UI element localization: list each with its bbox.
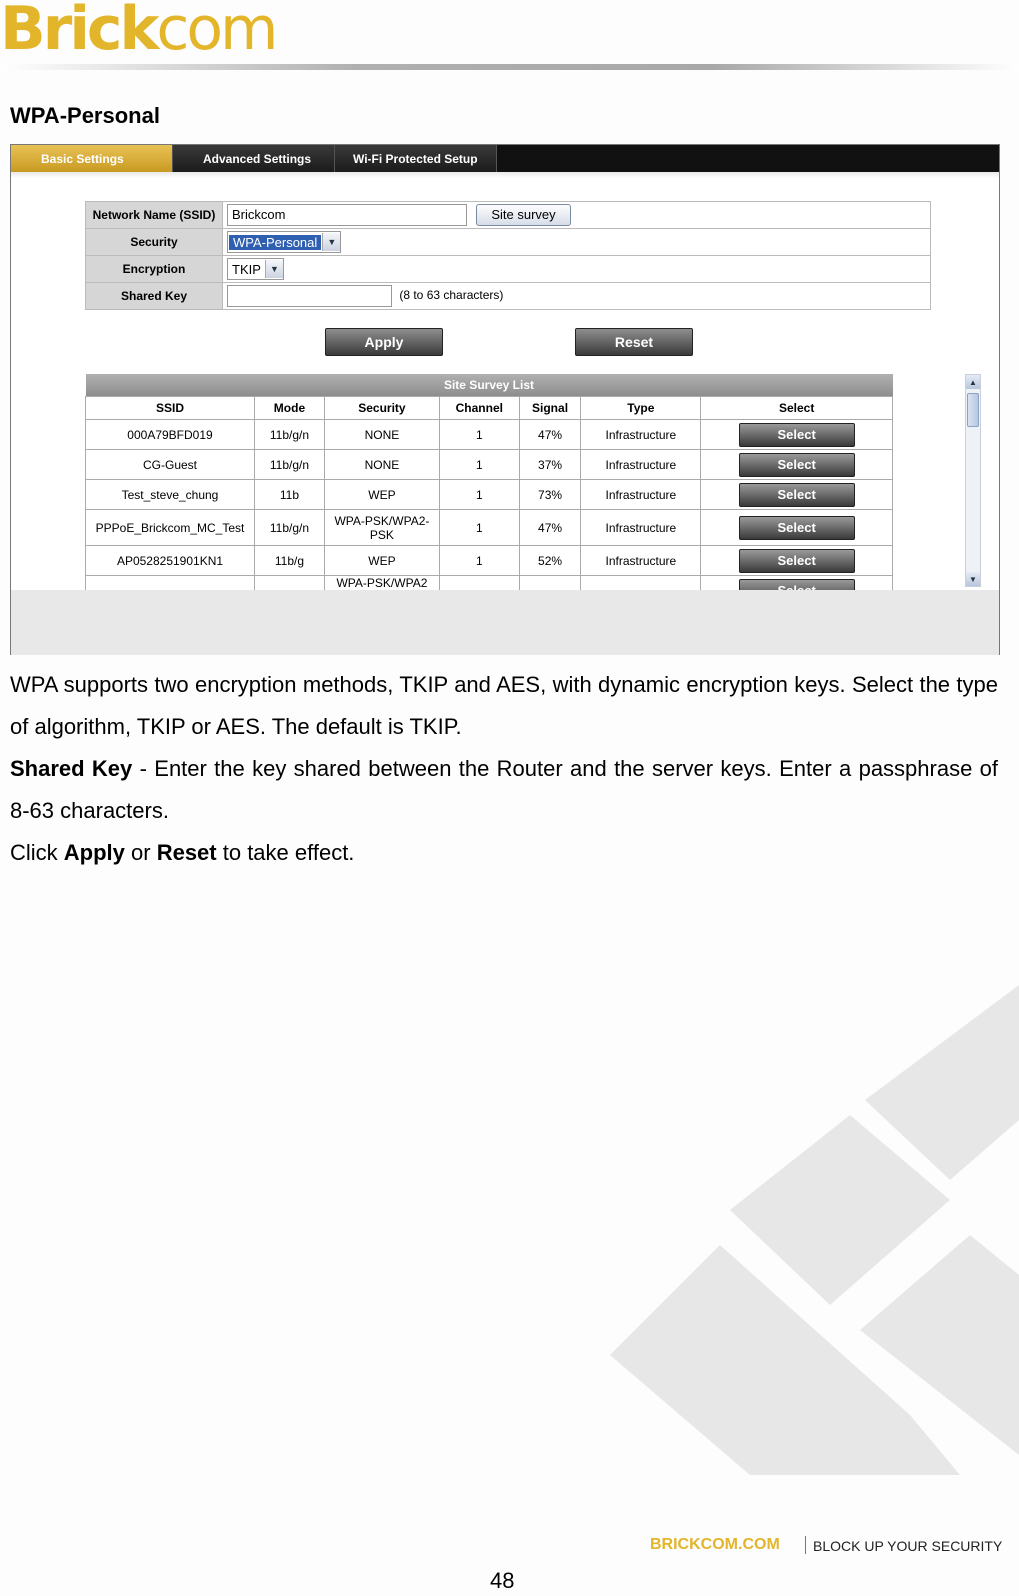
cell-channel: 1 <box>439 480 519 510</box>
col-signal: Signal <box>519 397 581 420</box>
col-ssid: SSID <box>86 397 255 420</box>
cell-type: Infrastructure <box>581 510 701 546</box>
cell-type: Infrastructure <box>581 480 701 510</box>
scroll-thumb[interactable] <box>967 393 979 427</box>
cell-signal: 47% <box>519 510 581 546</box>
logo-bold-text: Brick <box>0 0 157 64</box>
cell-signal: 37% <box>519 450 581 480</box>
ssid-input[interactable]: Brickcom <box>227 204 467 226</box>
select-button[interactable]: Select <box>739 549 855 573</box>
cell-select <box>701 510 893 546</box>
select-button[interactable]: Select <box>739 453 855 477</box>
cell-mode: 11b/g <box>255 546 325 576</box>
paragraph-apply <box>10 832 998 874</box>
scroll-down-icon[interactable]: ▼ <box>966 572 980 586</box>
shared-key-label: Shared Key <box>86 283 223 310</box>
col-channel: Channel <box>439 397 519 420</box>
survey-scrollbar[interactable] <box>965 374 981 587</box>
cell-select <box>701 546 893 576</box>
apply-button[interactable]: Apply <box>325 328 443 356</box>
header-divider <box>0 64 1019 70</box>
encryption-label: Encryption <box>86 256 223 283</box>
site-survey-table <box>85 374 893 606</box>
reset-button[interactable]: Reset <box>575 328 693 356</box>
brickcom-logo <box>0 0 276 64</box>
or-text: or <box>124 840 157 865</box>
scroll-up-icon[interactable]: ▲ <box>966 375 980 389</box>
cell-mode: 11b/g/n <box>255 450 325 480</box>
cell-ssid: CG-Guest <box>86 450 255 480</box>
cell-signal: 47% <box>519 420 581 450</box>
site-survey-button[interactable]: Site survey <box>476 204 570 226</box>
table-row <box>86 420 893 450</box>
security-row <box>86 229 931 256</box>
chevron-down-icon: ▼ <box>265 260 283 278</box>
cell-select <box>701 480 893 510</box>
cell-security: NONE <box>324 450 439 480</box>
paragraph-encryption: WPA supports two encryption methods, TKIP and AES, with dynamic encryption keys. Select the type of algorithm, TKIP or AES. The default is TKIP. <box>10 672 998 739</box>
security-select[interactable] <box>227 231 341 253</box>
cell-security: WEP <box>324 546 439 576</box>
wireless-form <box>85 201 931 310</box>
settings-panel <box>11 178 999 655</box>
tab-bar <box>11 145 999 172</box>
select-button[interactable]: Select <box>739 423 855 447</box>
chevron-down-icon: ▼ <box>322 233 340 251</box>
tab-advanced-settings[interactable]: Advanced Settings <box>173 145 335 172</box>
cell-security: WEP <box>324 480 439 510</box>
encryption-select[interactable] <box>227 258 284 280</box>
cell-security: WPA-PSK/WPA2-PSK <box>324 510 439 546</box>
cell-type: Infrastructure <box>581 450 701 480</box>
cell-ssid: AP0528251901KN1 <box>86 546 255 576</box>
router-settings-screenshot <box>10 144 1000 655</box>
select-button[interactable]: Select <box>739 483 855 507</box>
col-mode: Mode <box>255 397 325 420</box>
site-survey-header <box>86 397 893 420</box>
encryption-cell <box>223 256 931 283</box>
tab-wifi-protected-setup[interactable]: Wi-Fi Protected Setup <box>335 145 497 172</box>
cell-security: NONE <box>324 420 439 450</box>
shared-key-hint: (8 to 63 characters) <box>399 288 504 303</box>
panel-footer-band <box>11 590 999 655</box>
paragraph-shared-key <box>10 748 998 832</box>
cell-ssid: 000A79BFD019 <box>86 420 255 450</box>
select-button[interactable]: Select <box>739 516 855 540</box>
cell-select <box>701 450 893 480</box>
cell-select <box>701 420 893 450</box>
col-select: Select <box>701 397 893 420</box>
security-cell <box>223 229 931 256</box>
reset-term: Reset <box>156 840 217 865</box>
page-number: 48 <box>490 1568 515 1593</box>
cell-type: Infrastructure <box>581 546 701 576</box>
cell-signal: 52% <box>519 546 581 576</box>
encryption-value: TKIP <box>232 261 261 277</box>
brick-watermark-icon <box>600 985 1019 1505</box>
shared-key-input[interactable] <box>227 285 392 307</box>
ssid-label: Network Name (SSID) <box>86 202 223 229</box>
table-row <box>86 480 893 510</box>
site-survey-list <box>85 374 893 590</box>
shared-key-description: - Enter the key shared between the Router and the server keys. Enter a passphrase of 8-63 characters. <box>10 756 998 823</box>
ssid-cell <box>223 202 931 229</box>
security-label: Security <box>86 229 223 256</box>
apply-term: Apply <box>63 840 125 865</box>
cell-channel: 1 <box>439 420 519 450</box>
section-title: WPA-Personal <box>10 103 160 128</box>
cell-channel: 1 <box>439 450 519 480</box>
cell-type: Infrastructure <box>581 420 701 450</box>
encryption-row <box>86 256 931 283</box>
click-text: Click <box>10 840 64 865</box>
cell-mode: 11b/g/n <box>255 420 325 450</box>
shared-key-term: Shared Key <box>10 756 133 781</box>
shared-key-row <box>86 283 931 310</box>
footer-tagline: BLOCK UP YOUR SECURITY <box>813 1538 1003 1554</box>
cell-ssid: PPPoE_Brickcom_MC_Test <box>86 510 255 546</box>
table-row <box>86 510 893 546</box>
tab-basic-settings[interactable]: Basic Settings <box>11 145 173 172</box>
col-type: Type <box>581 397 701 420</box>
take-effect-text: to take effect. <box>216 840 355 865</box>
col-security: Security <box>324 397 439 420</box>
shared-key-cell <box>223 283 931 310</box>
cell-mode: 11b/g/n <box>255 510 325 546</box>
footer-separator <box>805 1536 806 1554</box>
ssid-row <box>86 202 931 229</box>
cell-ssid: Test_steve_chung <box>86 480 255 510</box>
footer-brand: BRICKCOM.COM <box>650 1536 780 1553</box>
table-row <box>86 546 893 576</box>
cell-security: WPA-PSK/WPA2 <box>324 576 439 606</box>
security-value: WPA-Personal <box>229 235 321 250</box>
cell-channel: 1 <box>439 510 519 546</box>
logo-light-text: com <box>156 0 276 64</box>
site-survey-caption: Site Survey List <box>86 374 893 397</box>
cell-channel: 1 <box>439 546 519 576</box>
cell-signal: 73% <box>519 480 581 510</box>
table-row <box>86 450 893 480</box>
cell-mode: 11b <box>255 480 325 510</box>
